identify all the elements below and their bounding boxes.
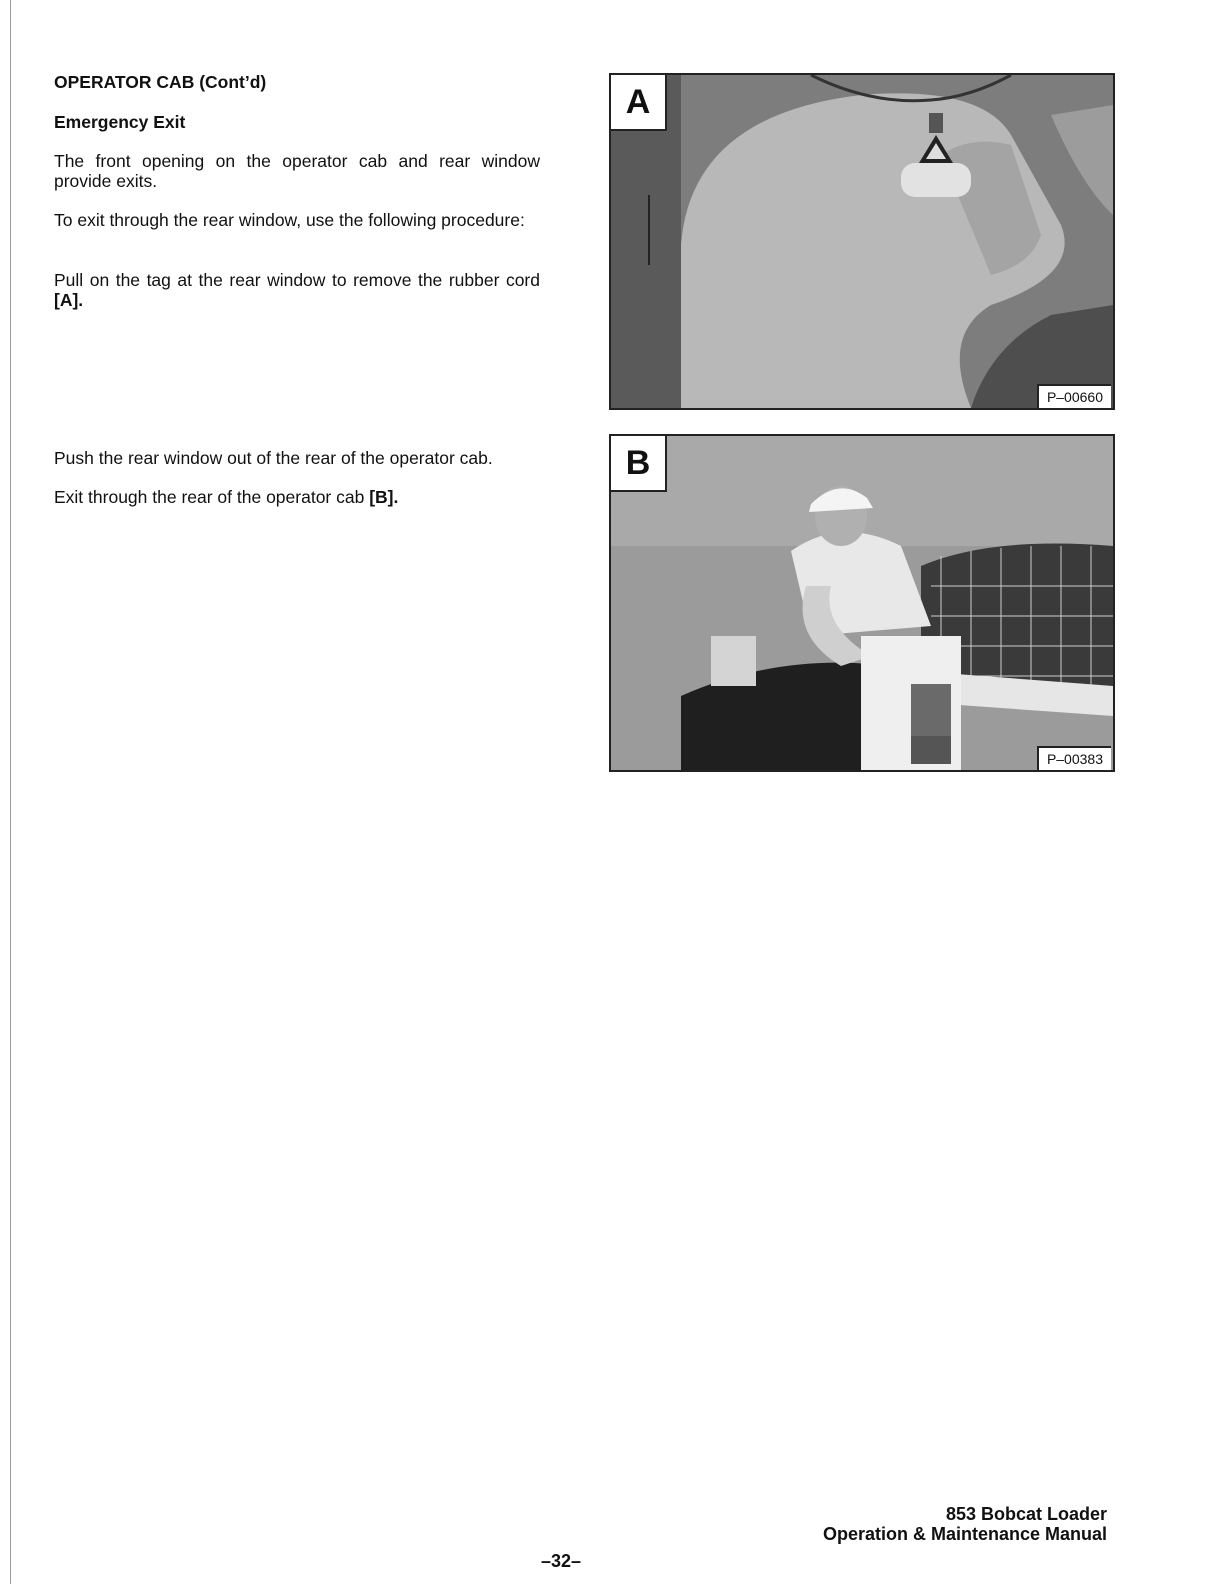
figure-ref-a: [A]. bbox=[54, 289, 84, 310]
page-edge bbox=[10, 0, 11, 1584]
figure-ref-b: [B]. bbox=[369, 487, 399, 507]
paragraph-exits: The front opening on the operator cab and rear window provide exits. bbox=[54, 151, 540, 191]
paragraph-pull-tag-text: Pull on the tag at the rear window to remove the rubber cord bbox=[54, 270, 540, 290]
figure-b-label: B bbox=[611, 436, 667, 492]
paragraph-procedure: To exit through the rear window, use the following procedure: bbox=[54, 210, 525, 230]
footer-line-1: 853 Bobcat Loader bbox=[945, 1504, 1107, 1524]
figure-b-photo bbox=[611, 436, 1113, 770]
paragraph-pull-tag bbox=[54, 271, 540, 311]
figure-b bbox=[609, 434, 1115, 772]
figure-a-photo bbox=[611, 75, 1113, 408]
paragraph-exit-rear bbox=[54, 488, 540, 508]
section-subtitle: Emergency Exit bbox=[54, 112, 186, 132]
section-title: OPERATOR CAB (Cont’d) bbox=[54, 72, 267, 92]
page-number: –32– bbox=[541, 1551, 582, 1571]
paragraph-exit-rear-text: Exit through the rear of the operator cab bbox=[54, 487, 370, 507]
figure-a bbox=[609, 73, 1115, 410]
footer-line-2: Operation & Maintenance Manual bbox=[822, 1523, 1107, 1544]
footer-manual-title bbox=[823, 1505, 1107, 1545]
figure-a-label: A bbox=[611, 75, 667, 131]
figure-a-code: P–00660 bbox=[1037, 384, 1111, 408]
paragraph-push-window: Push the rear window out of the rear of the operator cab. bbox=[54, 448, 493, 468]
figure-b-code: P–00383 bbox=[1037, 746, 1111, 770]
